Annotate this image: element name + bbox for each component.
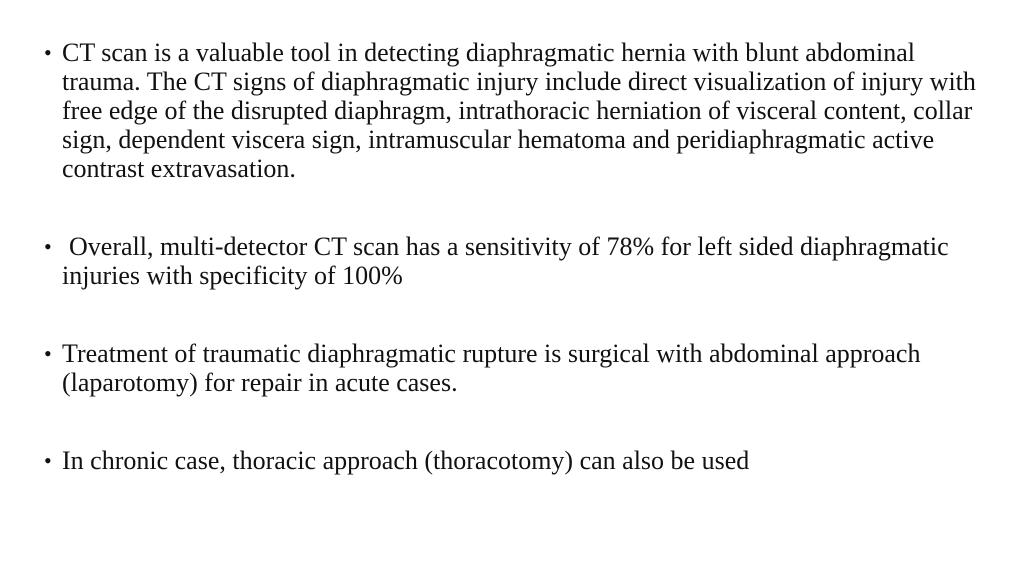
bullet-item-chronic [44, 446, 994, 475]
bullet-text: Overall, multi-detector CT scan has a sensitivity of 78% for left sided diaphragmatic injuries with specificity of 100% [62, 232, 949, 290]
bullet-dot-icon: • [44, 234, 52, 259]
bullet-dot-icon: • [44, 341, 52, 366]
bullet-item-sensitivity [44, 232, 994, 290]
bullet-text: In chronic case, thoracic approach (thoracotomy) can also be used [62, 446, 750, 475]
bullet-item-ct-signs [44, 38, 994, 183]
bullet-dot-icon: • [44, 448, 52, 473]
bullet-item-treatment [44, 339, 994, 397]
bullet-text: CT scan is a valuable tool in detecting diaphragmatic hernia with blunt abdominal trauma. The CT signs of diaphragmatic injury include direct visualization of injury with free edge of the disrupted diaphragm, intrathoracic herniation of visceral content, collar sign, dependent viscera sign, intramuscular hematoma and peridiaphragmatic active contrast extravasation. [62, 38, 976, 183]
bullet-text: Treatment of traumatic diaphragmatic rupture is surgical with abdominal approach (laparotomy) for repair in acute cases. [62, 339, 921, 397]
bullet-dot-icon: • [44, 40, 52, 65]
bullet-list [44, 38, 994, 475]
